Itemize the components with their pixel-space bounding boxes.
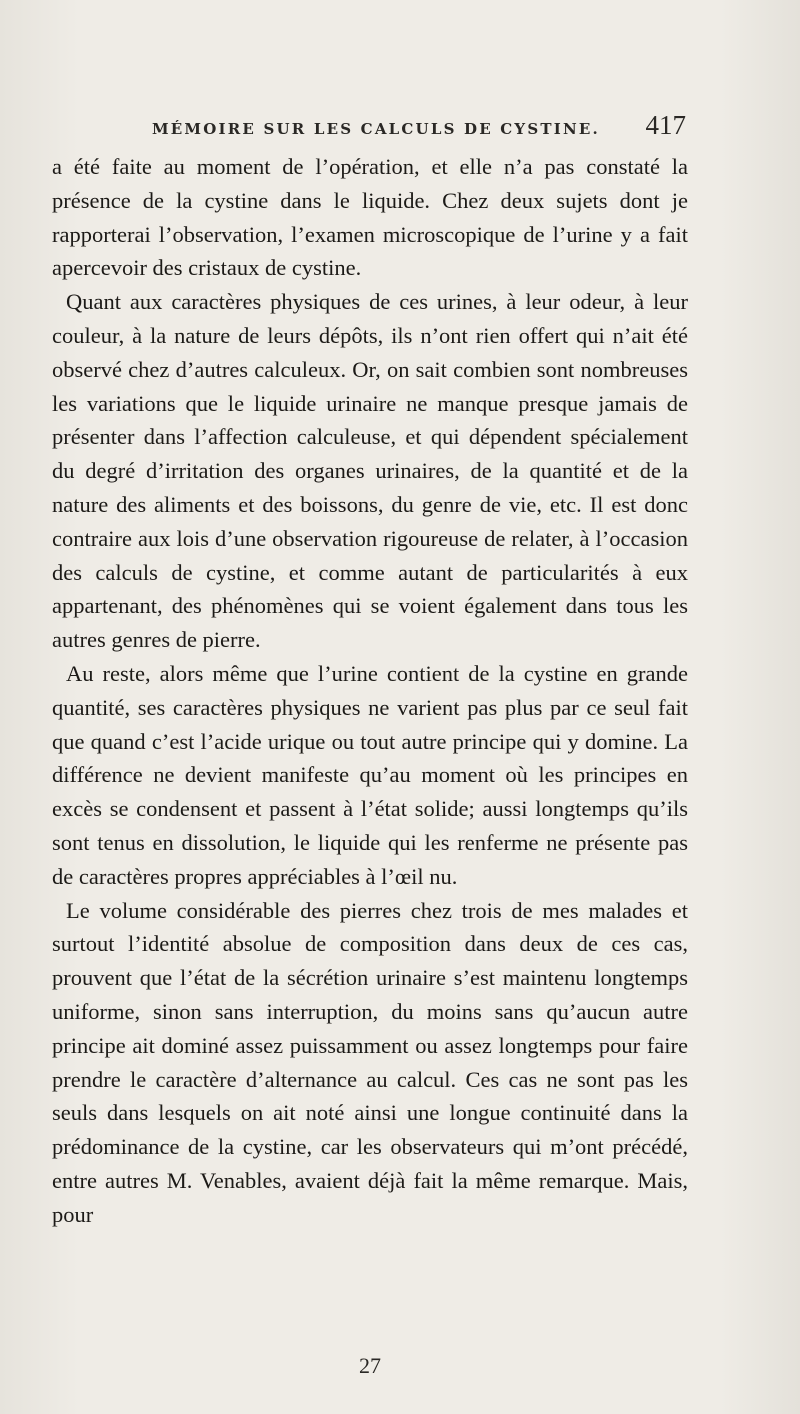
paragraph-cystine-quantity: Au reste, alors même que l’urine contient de la cystine en grande quantité, ses caractères physiques ne varient pas plus par ce seul fait que quand c’est l’acide urique ou tout autre principe qui y domine. La différence ne devient manifeste qu’au moment où les principes en excès se condensent et passent à l’état solide; aussi longtemps qu’ils sont tenus en dissolution, le liquide qui les renferme ne présente pas de caractères propres appréciables à l’œil nu. bbox=[52, 660, 688, 889]
running-head bbox=[62, 110, 686, 146]
running-title: MÉMOIRE SUR LES CALCULS DE CYSTINE. bbox=[152, 120, 600, 138]
paragraph-continuation: a été faite au moment de l’opération, et elle n’a pas constaté la présence de la cystine dans le liquide. Chez deux sujets dont je rapporterai l’observation, l’examen microscopique de l’urine y a fait apercevoir des cristaux de cystine. bbox=[52, 154, 688, 281]
page-number: 417 bbox=[645, 110, 686, 140]
paragraph-stone-volume: Le volume considérable des pierres chez trois de mes malades et surtout l’identité absolue de composition dans deux de ces cas, prouvent que l’état de la sécrétion urinaire s’est maintenu longtemps uniforme, sinon sans interruption, du moins sans qu’aucun autre principe ait dominé assez puissamment ou assez longtemps pour faire prendre le caractère d’alternance au calcul. Ces cas ne sont pas les seuls dans lesquels on ait noté ainsi une longue continuité dans la prédominance de la cystine, car les observateurs qui m’ont précédé, entre autres M. Venables, avaient déjà fait la même remarque. Mais, pour bbox=[52, 897, 688, 1227]
signature-mark: 27 bbox=[359, 1353, 381, 1378]
body-text bbox=[52, 150, 688, 1232]
paragraph-physical-characters: Quant aux caractères physiques de ces urines, à leur odeur, à leur couleur, à la nature de leurs dépôts, ils n’ont rien offert qui n’ait été observé chez d’autres calculeux. Or, on sait combien sont nombreuses les variations que le liquide urinaire ne manque presque jamais de présenter dans l’affection calculeuse, et qui dépendent spécialement du degré d’irritation des organes urinaires, de la quantité et de la nature des aliments et des boissons, du genre de vie, etc. Il est donc contraire aux lois d’une observation rigoureuse de relater, à l’occasion des calculs de cystine, et comme autant de particularités à eux appartenant, des phénomènes qui se voient également dans tous les autres genres de pierre. bbox=[52, 289, 688, 653]
